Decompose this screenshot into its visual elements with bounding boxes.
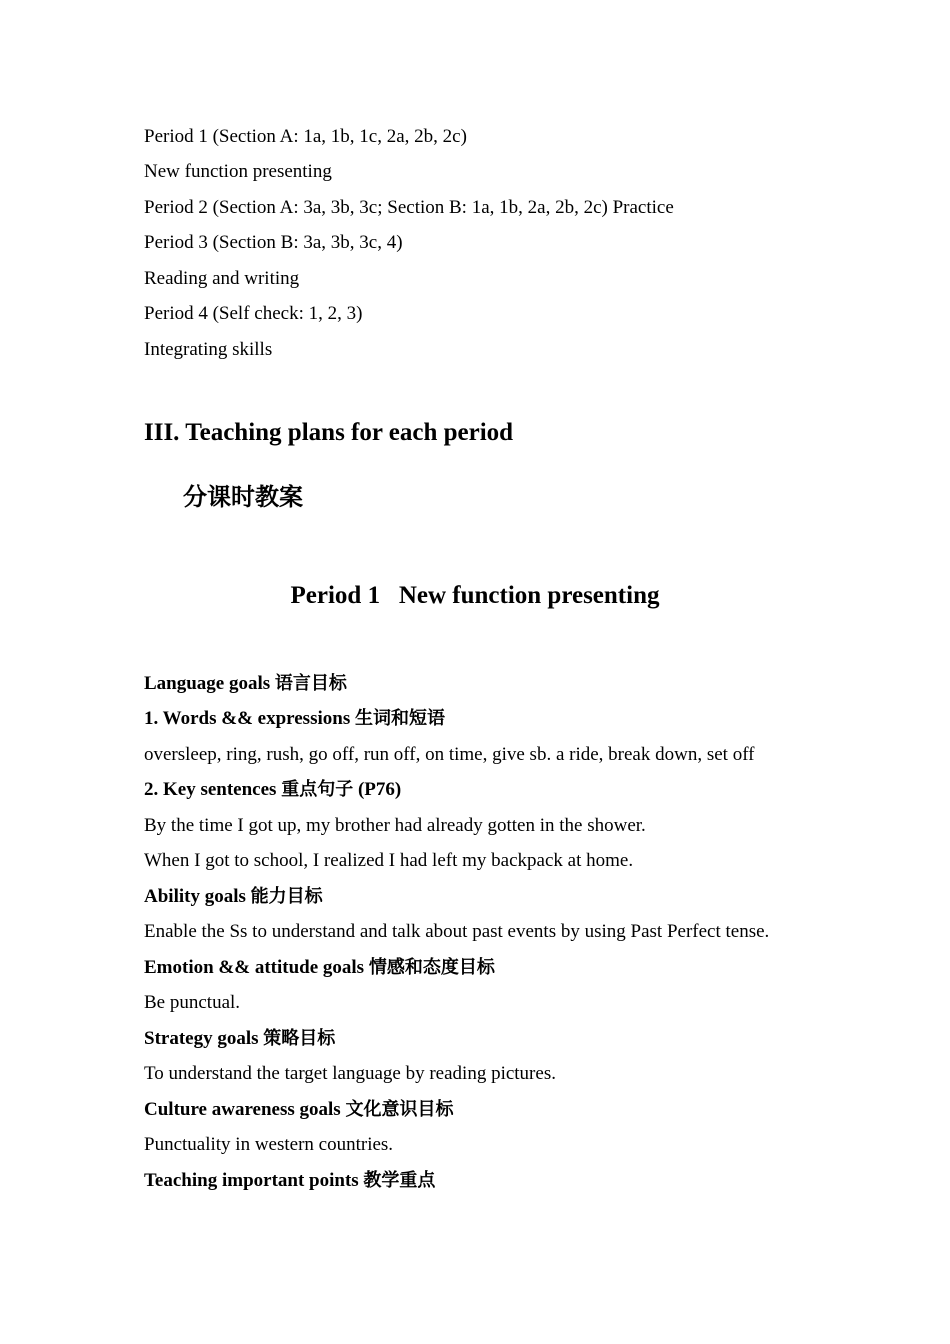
period-1-heading: Period 1 New function presenting — [290, 582, 660, 609]
important-points-heading — [144, 1169, 435, 1193]
culture-goals-text: Punctuality in western countries. — [144, 1134, 394, 1155]
language-goals-label-cn: 语言目标 — [274, 673, 347, 694]
emotion-goals-label-cn: 情感和态度目标 — [368, 957, 495, 978]
strategy-goals-label-cn: 策略目标 — [263, 1028, 336, 1049]
emotion-goals-label: Emotion && attitude goals — [144, 957, 369, 978]
key-sentence-1: By the time I got up, my brother had already gotten in the shower. — [144, 815, 646, 836]
strategy-goals-label: Strategy goals — [144, 1028, 264, 1049]
period-1-overview: Period 1 (Section A: 1a, 1b, 1c, 2a, 2b, 2c) — [144, 126, 467, 147]
period-1-description: New function presenting — [144, 161, 332, 182]
culture-goals-label: Culture awareness goals — [144, 1099, 346, 1120]
words-label: 1. Words && expressions — [144, 708, 355, 729]
emotion-goals-text: Be punctual. — [144, 992, 241, 1013]
period-4-description: Integrating skills — [144, 339, 273, 360]
section-heading-chinese: 分课时教案 — [183, 483, 303, 511]
key-sentences-label: 2. Key sentences — [144, 779, 282, 800]
ability-goals-label-cn: 能力目标 — [250, 886, 323, 907]
strategy-goals-text: To understand the target language by reading pictures. — [144, 1063, 556, 1084]
period-2-overview: Period 2 (Section A: 3a, 3b, 3c; Section B: 1a, 1b, 2a, 2b, 2c) Practice — [144, 197, 674, 218]
language-goals-label: Language goals — [144, 673, 275, 694]
important-points-label-cn: 教学重点 — [363, 1170, 436, 1191]
words-label-cn: 生词和短语 — [354, 708, 445, 729]
section-heading: III. Teaching plans for each period — [144, 419, 514, 446]
emotion-goals-heading — [144, 956, 495, 980]
words-list: oversleep, ring, rush, go off, run off, on time, give sb. a ride, break down, set off — [144, 744, 755, 765]
key-sentences-heading — [144, 778, 401, 802]
key-sentences-page: (P76) — [353, 779, 402, 800]
strategy-goals-heading — [144, 1027, 335, 1051]
culture-goals-label-cn: 文化意识目标 — [345, 1099, 454, 1120]
period-3-overview: Period 3 (Section B: 3a, 3b, 3c, 4) — [144, 232, 403, 253]
culture-goals-heading — [144, 1098, 453, 1122]
period-3-description: Reading and writing — [144, 268, 300, 289]
ability-goals-text: Enable the Ss to understand and talk about past events by using Past Perfect tense. — [144, 921, 770, 942]
ability-goals-label: Ability goals — [144, 886, 251, 907]
language-goals-heading — [144, 672, 347, 696]
important-points-label: Teaching important points — [144, 1170, 364, 1191]
ability-goals-heading — [144, 885, 323, 909]
words-heading — [144, 707, 445, 731]
period-4-overview: Period 4 (Self check: 1, 2, 3) — [144, 303, 363, 324]
key-sentences-label-cn: 重点句子 — [281, 779, 354, 800]
key-sentence-2: When I got to school, I realized I had left my backpack at home. — [144, 850, 634, 871]
